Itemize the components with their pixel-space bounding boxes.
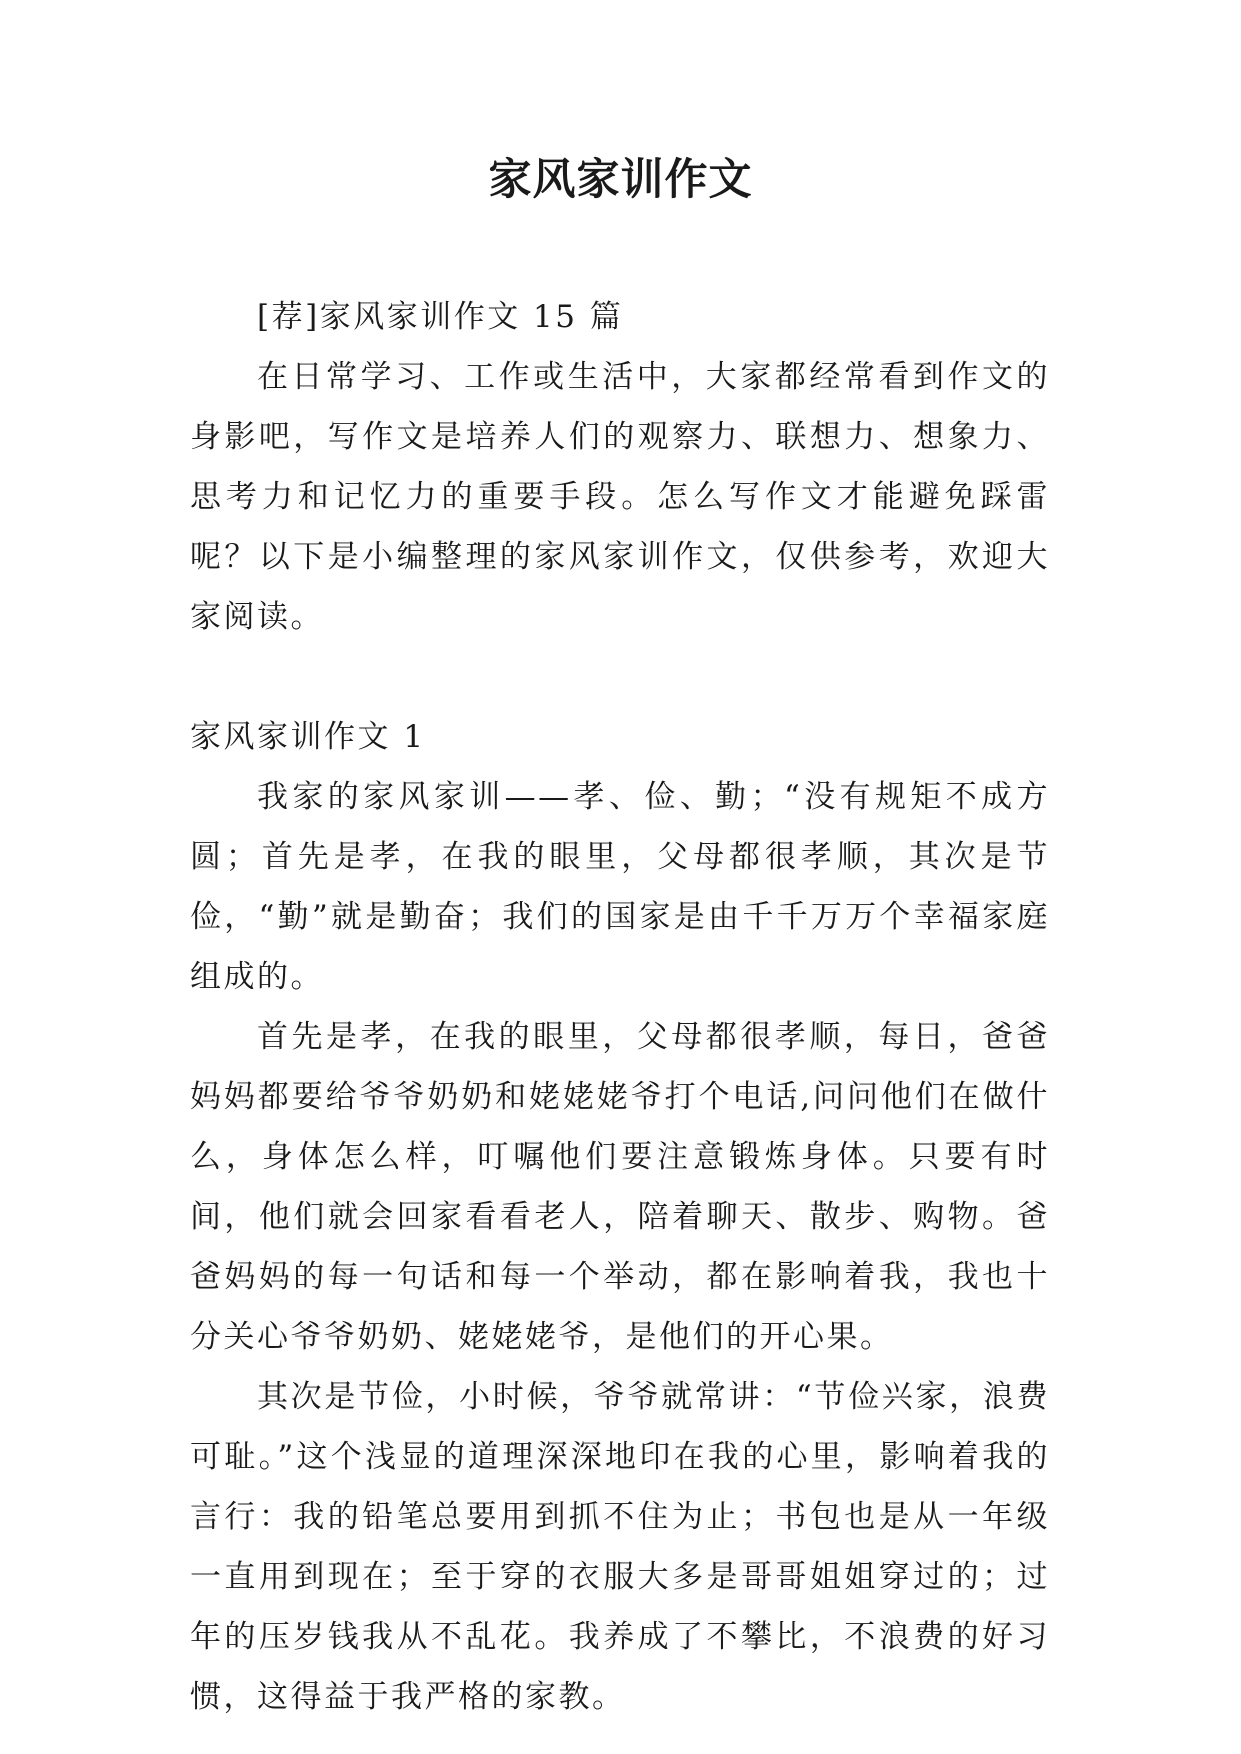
- document-body: [190, 287, 1050, 1727]
- body-paragraph-1: 我家的家风家训——孝、俭、勤；“没有规矩不成方圆；首先是孝，在我的眼里，父母都很孝顺，其次是节俭，“勤”就是勤奋；我们的国家是由千千万万个幸福家庭组成的。: [190, 779, 1050, 995]
- body-paragraph-3: 其次是节俭，小时候，爷爷就常讲：“节俭兴家，浪费可耻。”这个浅显的道理深深地印在我的心里，影响着我的言行：我的铅笔总要用到抓不住为止；书包也是从一年级一直用到现在；至于穿的衣服大多是哥哥姐姐穿过的；过年的压岁钱我从不乱花。我养成了不攀比，不浪费的好习惯，这得益于我严格的家教。: [190, 1379, 1050, 1715]
- document-title: 家风家训作文: [488, 155, 753, 205]
- paragraph-spacer: [190, 647, 1050, 707]
- document-subtitle: [荐]家风家训作文 15 篇: [257, 299, 624, 335]
- intro-paragraph: 在日常学习、工作或生活中，大家都经常看到作文的身影吧，写作文是培养人们的观察力、联想力、想象力、思考力和记忆力的重要手段。怎么写作文才能避免踩雷呢？以下是小编整理的家风家训作文，仅供参考，欢迎大家阅读。: [190, 359, 1050, 635]
- section-heading: 家风家训作文 1: [190, 719, 426, 755]
- body-paragraph-2: 首先是孝，在我的眼里，父母都很孝顺，每日，爸爸妈妈都要给爷爷奶奶和姥姥姥爷打个电话,问问他们在做什么，身体怎么样，叮嘱他们要注意锻炼身体。只要有时间，他们就会回家看看老人，陪着聊天、散步、购物。爸爸妈妈的每一句话和每一个举动，都在影响着我，我也十分关心爷爷奶奶、姥姥姥爷，是他们的开心果。: [190, 1019, 1050, 1355]
